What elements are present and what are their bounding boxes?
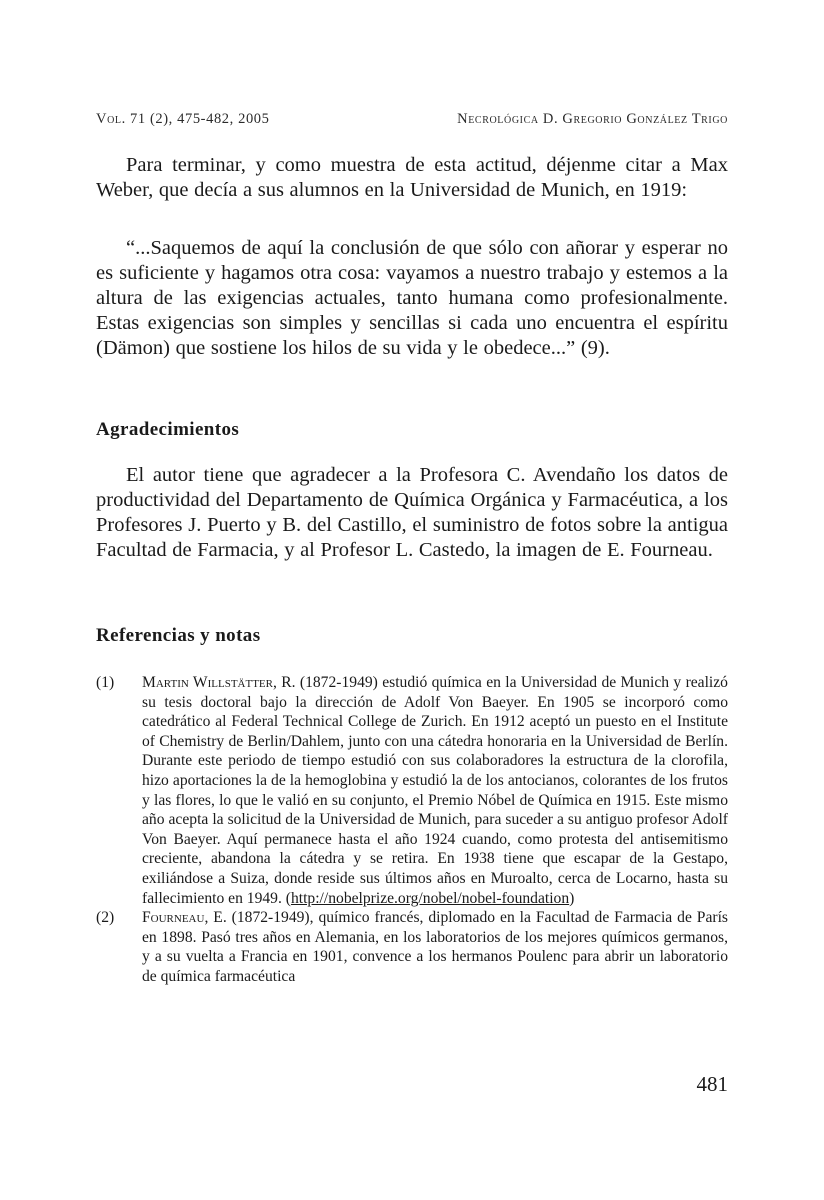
- running-header: [96, 111, 728, 128]
- reference-item: [96, 673, 728, 908]
- reference-author: Martin Willstätter: [142, 674, 273, 691]
- reference-link[interactable]: http://nobelprize.org/nobel/nobel-foundation: [290, 889, 570, 907]
- reference-closing: ): [569, 889, 575, 907]
- reference-number: (2): [96, 909, 115, 927]
- reference-item: [96, 908, 728, 986]
- document-page: [96, 0, 728, 1200]
- reference-text: [142, 908, 728, 986]
- reference-number: (1): [96, 674, 115, 691]
- reference-body: , E. (1872-1949), químico francés, diplomado en la Facultad de Farmacia de París en 1898. Pasó tres años en Alemania, en los laboratorios de los mejores químicos germanos, y a su vuelta a Francia en 1901, convence a los hermanos Poulenc para abrir un laboratorio de química farmacéutica: [142, 909, 728, 985]
- acknowledgments-paragraph: El autor tiene que agradecer a la Profesora C. Avendaño los datos de productividad del Departamento de Química Orgánica y Farmacéutica, a los Profesores J. Puerto y B. del Castillo, el suministro de fotos sobre la antigua Facultad de Farmacia, y al Profesor L. Castedo, la imagen de E. Fourneau.: [96, 464, 728, 561]
- page-number: 481: [696, 1072, 728, 1096]
- intro-paragraph: Para terminar, y como muestra de esta actitud, déjenme citar a Max Weber, que decía a sus alumnos en la Universidad de Munich, en 1919:: [96, 154, 728, 201]
- header-article-title: Necrológica D. Gregorio González Trigo: [457, 111, 728, 127]
- header-journal-citation: Vol. 71 (2), 475-482, 2005: [96, 111, 270, 127]
- references-heading: Referencias y notas: [96, 625, 261, 646]
- reference-body: , R. (1872-1949) estudió química en la Universidad de Munich y realizó su tesis doctoral bajo la dirección de Adolf Von Baeyer. En 1905 se incorporó como catedrático al Federal Technical College de Zurich. En 1912 aceptó un puesto en el Institute of Chemistry de Berlin/Dahlem, junto con una cátedra honoraria en la Universidad de Berlín. Durante este periodo de tiempo estudió con sus colaboradores la estructura de la clorofila, hizo aportaciones la de la hemoglobina y estudió la de los antocianos, colorantes de los frutos y las flores, lo que le valió en su conjunto, el Premio Nóbel de Química en 1915. Este mismo año acepta la solicitud de la Universidad de Munich, para suceder a su antiguo profesor Adolf Von Baeyer. Aquí permanece hasta el año 1924 cuando, como protesta del antisemitismo creciente, abandona la cátedra y se retira. En 1938 tiene que escapar de la Gestapo, exiliándose a Suiza, donde reside sus últimos años en Muroalto, cerca de Locarno, hasta su fallecimiento en 1949. (: [142, 674, 728, 907]
- acknowledgments-heading: Agradecimientos: [96, 419, 240, 440]
- references-list: [96, 673, 728, 987]
- reference-author: Fourneau: [142, 909, 205, 927]
- quote-paragraph-block: [96, 236, 728, 361]
- acknowledgments-block: [96, 463, 728, 563]
- reference-text: [142, 673, 728, 908]
- weber-quote-paragraph: “...Saquemos de aquí la conclusión de que sólo con añorar y esperar no es suficiente y hagamos otra cosa: vayamos a nuestro trabajo y estemos a la altura de las exigencias actuales, tanto humana como profesionalmente. Estas exigencias son simples y sencillas si cada uno encuentra el espíritu (Dämon) que sostiene los hilos de su vida y le obedece...” (9).: [96, 237, 728, 359]
- intro-paragraph-block: [96, 153, 728, 203]
